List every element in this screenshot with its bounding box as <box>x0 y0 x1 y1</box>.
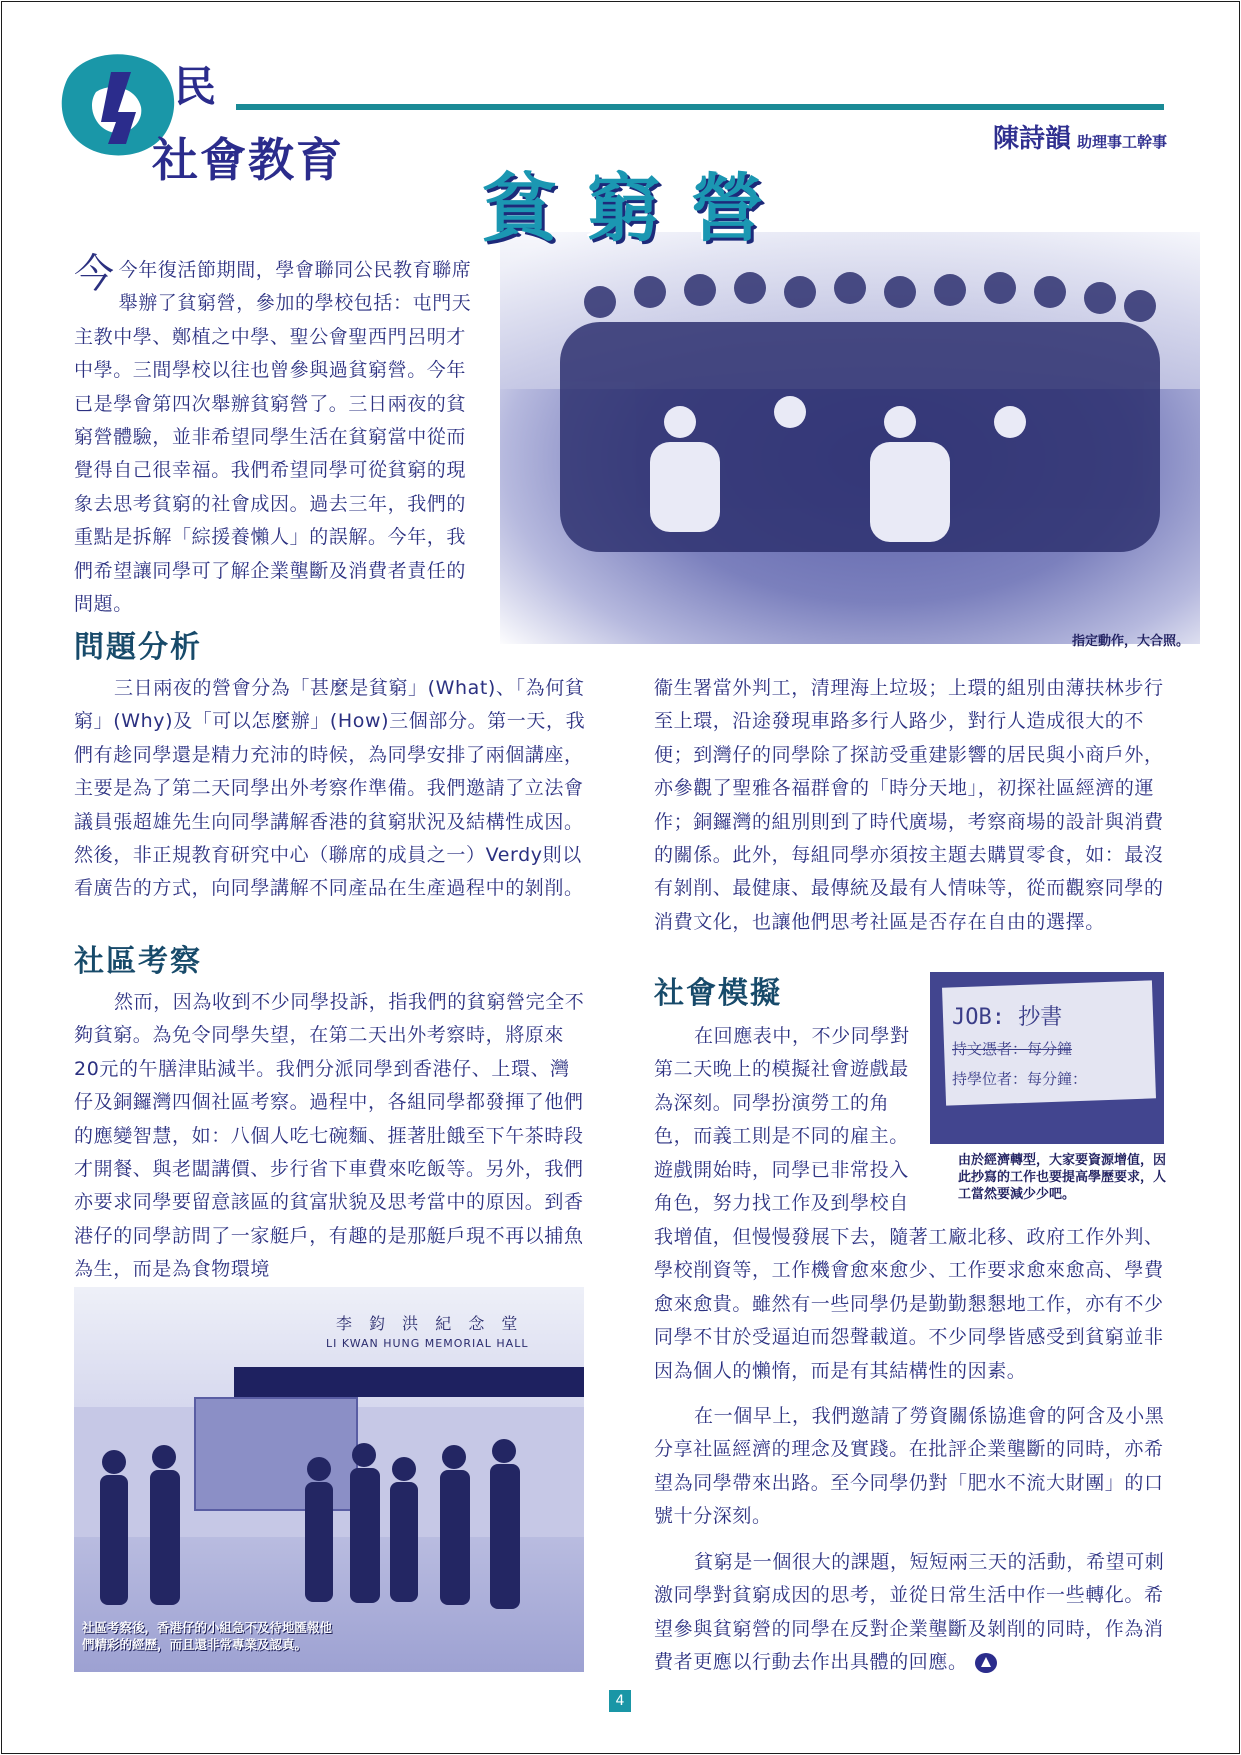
page-number: 4 <box>609 1690 631 1712</box>
note-text-degree: 持學位者：每分鐘： <box>952 1070 1088 1088</box>
job-note-photo <box>930 972 1164 1144</box>
hall-photo <box>74 1287 584 1672</box>
intro-paragraph <box>74 251 472 621</box>
section-heading-simulation: 社會模擬 <box>654 976 782 1011</box>
group-photo <box>500 232 1200 644</box>
note-text-job: JOB: 抄書 <box>952 1005 1063 1030</box>
hall-sign-english: LI KWAN HUNG MEMORIAL HALL <box>326 1337 529 1350</box>
note-text-diploma: 持文憑者：每分鐘 <box>952 1040 1073 1058</box>
hall-photo-caption: 社區考察後，香港仔的小組急不及待地匯報他們精彩的經歷，而且還非常專業及認真。 <box>82 1620 333 1652</box>
analysis-paragraph: 三日兩夜的營會分為「甚麼是貧窮」(What)、「為何貧窮」(Why)及「可以怎麼辦」(How)三個部分。第一天，我們有趁同學還是精力充沛的時候，為同學安排了兩個講座，主要是為了第二天同學出外考察作準備。我們邀請了立法會議員張超雄先生向同學講解香港的貧窮狀況及結構性成因。然後，非正規教育研究中心（聯席的成員之一）Verdy則以看廣告的方式，向同學講解不同產品在生產過程中的剝削。 <box>74 677 586 900</box>
simulation-paragraph-narrow: 在回應表中，不少同學對第二天晚上的模擬社會遊戲最為深刻。同學扮演勞工的角色，而義工則是不同的雇主。遊戲開始時，同學已非常投入角色，努力找工作及到學校自 <box>654 1025 910 1215</box>
section-heading-analysis: 問題分析 <box>74 630 202 665</box>
article-title: 貧窮營 <box>482 166 794 252</box>
simulation-paragraph-wide: 我增值，但慢慢發展下去，隨著工廠北移、政府工作外判、學校削資等，工作機會愈來愈少、工作要求愈來愈高、學費愈來愈貴。雖然有一些同學仍是勤勤懇懇地工作，亦有不少同學不甘於受逼迫而怨聲載道。不少同學皆感受到貧窮並非因為個人的懶惰，而是有其結構性的因素。 <box>654 1226 1164 1382</box>
section-heading-community: 社區考察 <box>74 944 202 979</box>
author-byline <box>993 118 1167 155</box>
group-photo-people <box>540 262 1180 622</box>
author-role: 助理事工幹事 <box>1076 133 1167 151</box>
end-mark-icon <box>974 1652 998 1674</box>
workshop-paragraph: 在一個早上，我們邀請了勞資關係協進會的阿含及小黑分享社區經濟的理念及實踐。在批評企業壟斷的同時，亦希望為同學帶來出路。至今同學仍對「肥水不流大財團」的口號十分深刻。 <box>654 1405 1165 1528</box>
intro-text: 今年復活節期間，學會聯同公民教育聯席舉辦了貧窮營，參加的學校包括：屯門天主教中學、鄭植之中學、聖公會聖西門呂明才中學。三間學校以往也曾參與過貧窮營。今年已是學會第四次舉辦貧窮營了。三日兩夜的貧窮營體驗，並非希望同學生活在貧窮當中從而覺得自己很幸福。我們希望同學可從貧窮的現象去思考貧窮的社會成因。過去三年，我們的重點是拆解「綜援養懶人」的誤解。今年，我們希望讓同學可了解企業壟斷及消費者責任的問題。 <box>74 259 472 616</box>
drop-cap: 今 <box>74 251 115 297</box>
community-paragraph-continued: 衞生署當外判工，清理海上垃圾；上環的組別由薄扶林步行至上環，沿途發現車路多行人路少，對行人造成很大的不便；到灣仔的同學除了探訪受重建影響的居民與小商戶外，亦參觀了聖雅各福群會的「時分天地」，初探社區經濟的運作；銅鑼灣的組別則到了時代廣場，考察商場的設計與消費的關係。此外，每組同學亦須按主題去購買零食，如：最沒有剝削、最健康、最傳統及最有人情味等，從而觀察同學的消費文化，也讓他們思考社區是否存在自由的選擇。 <box>654 677 1164 933</box>
conclusion-text: 貧窮是一個很大的課題，短短兩三天的活動，希望可刺激同學對貧窮成因的思考，並從日常生活中作一些轉化。希望參與貧窮營的同學在反對企業壟斷及剝削的同時，作為消費者更應以行動去作出具體的回應。 <box>654 1551 1165 1674</box>
header-rule <box>236 104 1164 110</box>
community-paragraph: 然而，因為收到不少同學投訴，指我們的貧窮營完全不夠貧窮。為免令同學失望，在第二天出外考察時，將原來20元的午膳津貼減半。我們分派同學到香港仔、上環、灣仔及銅鑼灣四個社區考察。過程中，各組同學都發揮了他們的應變智慧，如：八個人吃七碗麵、捱著肚餓至下午茶時段才開餐、與老闆講價、步行省下車費來吃飯等。另外，我們亦要求同學要留意該區的貧富狀貌及思考當中的原因。到香港仔的同學訪問了一家艇戶，有趣的是那艇戶現不再以捕魚為生，而是為食物環境 <box>74 991 585 1281</box>
job-note-caption: 由於經濟轉型，大家要資源增值，因此抄寫的工作也要提高學歷要求，人工當然要減少少吧。 <box>958 1153 1167 1202</box>
magazine-logo <box>56 52 346 187</box>
logo-text-top: 民 <box>174 62 219 111</box>
logo-text-bottom: 社會教育 <box>152 133 344 187</box>
conclusion-paragraph <box>654 1546 1166 1680</box>
hall-sign-chinese: 李 鈞 洪 紀 念 堂 <box>336 1314 524 1333</box>
author-name: 陳詩韻 <box>992 124 1071 154</box>
group-photo-caption: 指定動作，大合照。 <box>1072 634 1190 649</box>
